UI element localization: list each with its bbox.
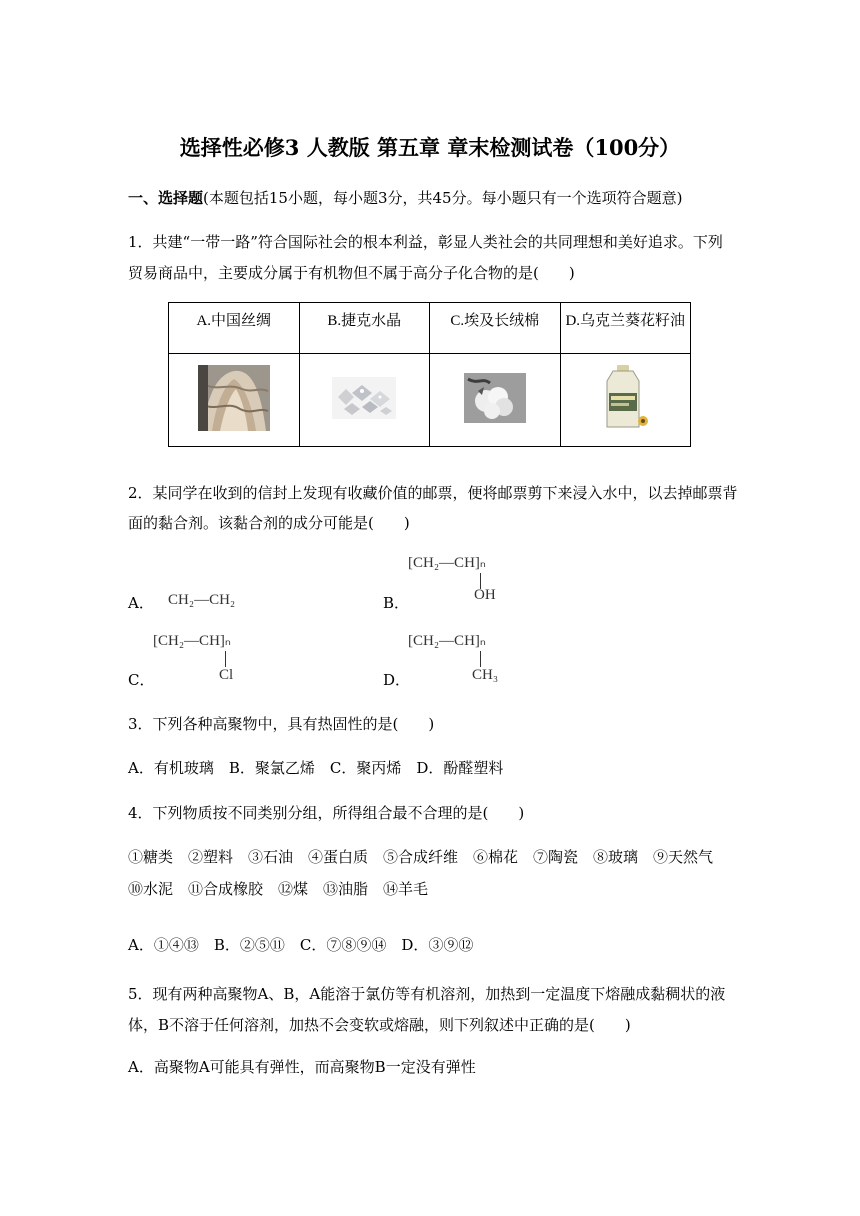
oil-bottle-image [599,363,651,433]
q1-option-a-image-cell [169,354,300,447]
q4-stem: 4．下列物质按不同类别分组，所得组合最不合理的是( ) [128,804,525,822]
q2-option-b-formula: [CH₂—CH]ₙ [408,555,486,571]
q2-option-d-letter: D． [383,671,411,689]
q2-option-a-letter: A． [128,594,154,612]
q1-stem-line1: 1．共建“一带一路”符合国际社会的根本利益，彰显人类社会的共同理想和美好追求。下列 [128,233,723,251]
q3-options: A．有机玻璃 B．聚氯乙烯 C．聚丙烯 D．酚醛塑料 [128,759,504,777]
page-title: 选择性必修3 人教版 第五章 章末检测试卷（100分） [179,135,681,160]
q2-option-c-letter: C． [128,671,155,689]
q2-option-c-bond [225,651,226,667]
q1-option-b-image-cell [299,354,430,447]
q1-option-b-label: B.捷克水晶 [299,303,430,354]
section-heading: 一、选择题 [128,189,204,207]
q2-option-c-structure [153,631,234,683]
q2-option-c-substituent: Cl [219,667,234,683]
q2-stem-line2: 面的黏合剂。该黏合剂的成分可能是( ) [128,514,410,532]
q2-option-a-formula: CH₂—CH₂ [168,592,236,608]
crystal-image [332,377,396,419]
q2-option-d-structure [408,631,499,683]
q2-option-d-formula: [CH₂—CH]ₙ [408,633,486,649]
q2-option-d-bond [480,651,481,667]
q5-stem-line1: 5．现有两种高聚物A、B，A能溶于氯仿等有机溶剂，加热到一定温度下熔融成黏稠状的液 [128,985,726,1003]
q1-option-d-label: D.乌克兰葵花籽油 [560,303,691,354]
q2-option-b-letter: B． [383,594,410,612]
q4-options: A．①④⑬ B．②⑤⑪ C．⑦⑧⑨⑭ D．③⑨⑫ [128,936,474,954]
silk-image [198,365,270,431]
q1-options-table [168,302,691,447]
q2-option-d-substituent: CH₃ [472,667,499,683]
section-note: (本题包括15小题，每小题3分，共45分。每小题只有一个选项符合题意) [203,189,683,207]
q1-stem-line2: 贸易商品中，主要成分属于有机物但不属于高分子化合物的是( ) [128,264,575,282]
q2-option-b-structure [408,553,496,603]
q2-stem-line1: 2．某同学在收到的信封上发现有收藏价值的邮票，便将邮票剪下来浸入水中，以去掉邮票背 [128,484,738,502]
q2-option-c-formula: [CH₂—CH]ₙ [153,633,231,649]
cotton-image [464,373,526,423]
q1-option-c-image-cell [430,354,561,447]
q1-option-a-label: A.中国丝绸 [169,303,300,354]
q4-items-line1: ①糖类 ②塑料 ③石油 ④蛋白质 ⑤合成纤维 ⑥棉花 ⑦陶瓷 ⑧玻璃 ⑨天然气 [128,848,714,866]
q4-items-line2: ⑩水泥 ⑪合成橡胶 ⑫煤 ⑬油脂 ⑭羊毛 [128,880,429,898]
q2-option-b-substituent: OH [474,587,496,603]
q1-option-d-image-cell [560,354,691,447]
q5-stem-line2: 体，B不溶于任何溶剂，加热不会变软或熔融，则下列叙述中正确的是( ) [128,1016,631,1034]
q1-option-c-label: C.埃及长绒棉 [430,303,561,354]
section-header [128,187,682,209]
q3-stem: 3．下列各种高聚物中，具有热固性的是( ) [128,715,435,733]
q5-option-a: A．高聚物A可能具有弹性，而高聚物B一定没有弹性 [128,1058,476,1076]
